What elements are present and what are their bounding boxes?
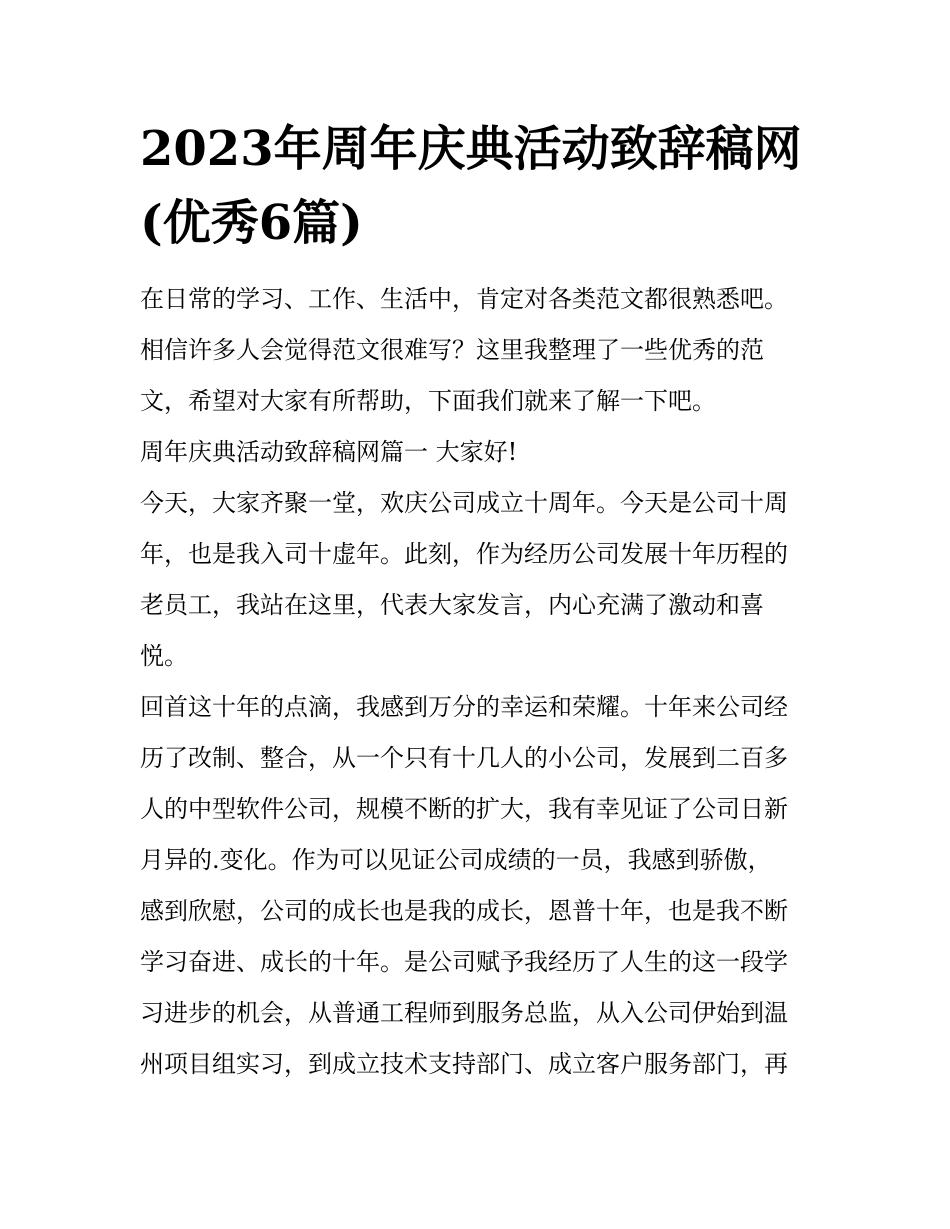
body-line: 回首这十年的点滴，我感到万分的幸运和荣耀。十年来公司经 (140, 693, 788, 721)
body-line: 悦。 (140, 642, 188, 670)
body-line: 月异的.变化。作为可以见证公司成绩的一员，我感到骄傲， (140, 846, 772, 874)
body-line: 人的中型软件公司，规模不断的扩大，我有幸见证了公司日新 (140, 795, 788, 823)
body-line: 学习奋进、成长的十年。是公司赋予我经历了人生的这一段学 (140, 948, 788, 976)
body-line: 相信许多人会觉得范文很难写？这里我整理了一些优秀的范 (140, 336, 764, 364)
section-heading-line: 周年庆典活动致辞稿网篇一 大家好! (140, 438, 518, 466)
document-body (140, 274, 830, 1090)
body-line: 年，也是我入司十虚年。此刻，作为经历公司发展十年历程的 (140, 540, 788, 568)
body-line: 老员工，我站在这里，代表大家发言，内心充满了激动和喜 (140, 591, 764, 619)
body-line: 在日常的学习、工作、生活中，肯定对各类范文都很熟悉吧。 (140, 285, 788, 313)
body-line: 习进步的机会，从普通工程师到服务总监，从入公司伊始到温 (140, 999, 788, 1027)
document-title (140, 112, 830, 260)
body-line: 历了改制、整合，从一个只有十几人的小公司，发展到二百多 (140, 744, 788, 772)
title-line: (优秀6篇) (140, 195, 363, 251)
body-line: 今天，大家齐聚一堂，欢庆公司成立十周年。今天是公司十周 (140, 489, 788, 517)
body-line: 感到欣慰，公司的成长也是我的成长，恩普十年，也是我不断 (140, 897, 788, 925)
title-line: 2023年周年庆典活动致辞稿网 (140, 121, 802, 177)
body-line: 文，希望对大家有所帮助，下面我们就来了解一下吧。 (140, 387, 716, 415)
body-line: 州项目组实习，到成立技术支持部门、成立客户服务部门，再 (140, 1050, 788, 1078)
